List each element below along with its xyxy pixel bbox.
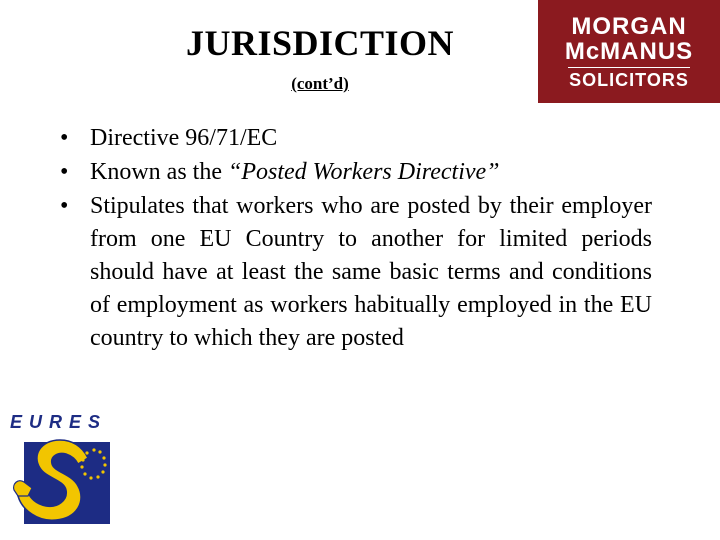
bullet-item: [60, 122, 652, 155]
bullet-item: [60, 156, 652, 189]
bullet-item: [60, 190, 652, 355]
bullet-text-italic: “Posted Workers Directive”: [227, 159, 500, 185]
eures-wordmark: EURES: [10, 412, 108, 432]
eures-logo-icon: [10, 412, 122, 530]
slide-title: JURISDICTION: [185, 23, 455, 63]
bullet-text-prefix: Known as the: [90, 159, 228, 185]
eures-logo: [10, 412, 122, 530]
logo-divider: [568, 67, 690, 68]
bullet-icon: •: [60, 125, 69, 151]
morgan-mcmanus-logo: [538, 0, 720, 103]
logo-line-2: McMANUS: [564, 38, 694, 65]
bullet-icon: •: [60, 193, 69, 219]
bullet-icon: •: [60, 159, 69, 185]
bullet-text: Directive 96/71/EC: [90, 125, 278, 151]
bullet-text: Stipulates that workers who are posted by their employer from one EU Country to another for limited periods should have at least the same basic terms and conditions of employment as workers habitually employed in the EU country to which they are posted: [90, 193, 652, 351]
logo-line-3: SOLICITORS: [569, 70, 689, 90]
bullet-list: [60, 122, 652, 356]
slide-subtitle: (cont’d): [291, 74, 349, 93]
logo-line-1: MORGAN: [571, 13, 687, 40]
